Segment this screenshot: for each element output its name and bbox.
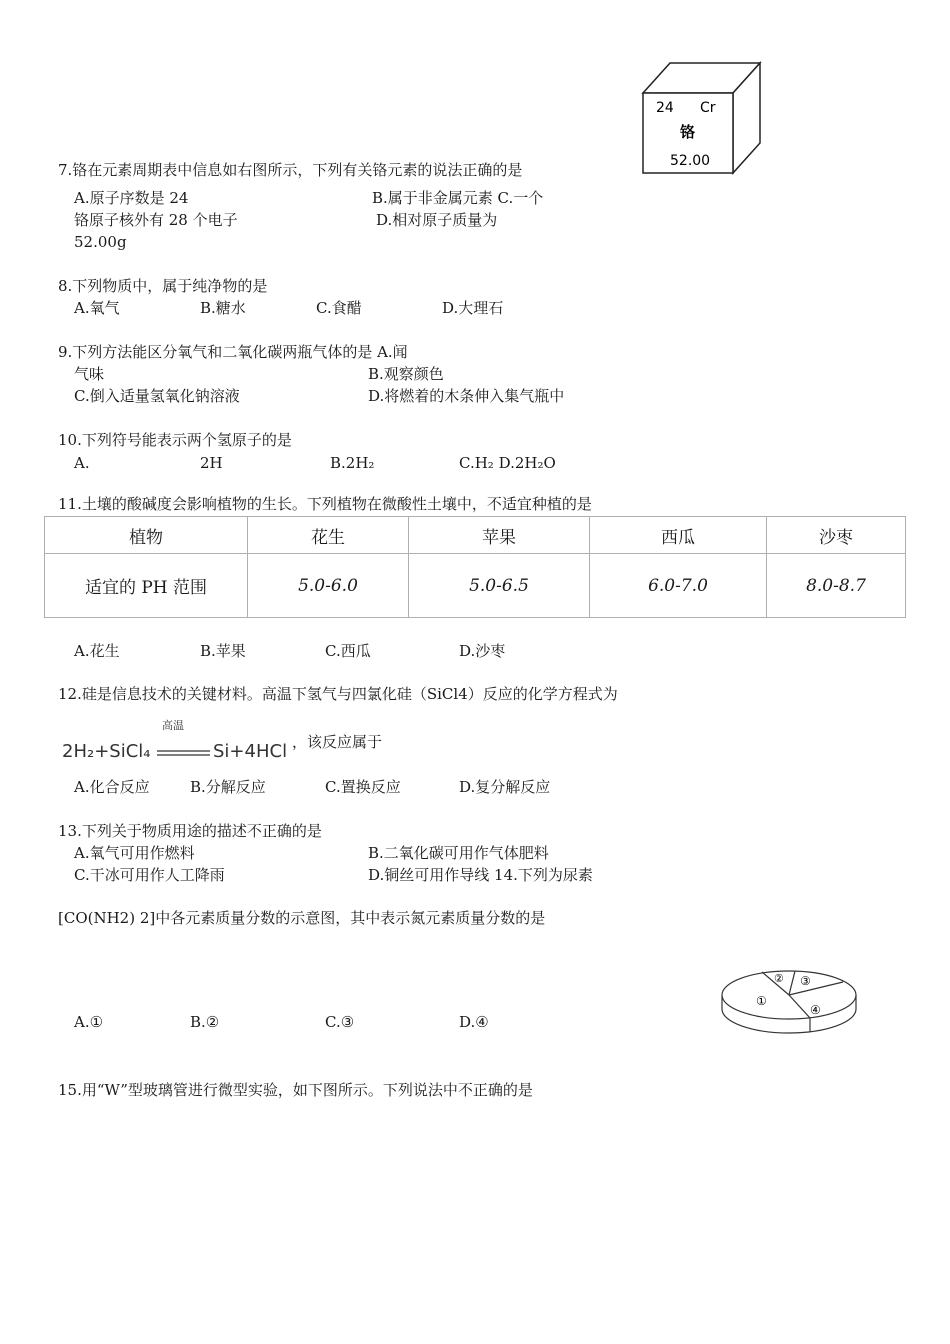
table-header-cell: 沙枣	[767, 517, 906, 554]
q11-option-a: A.花生	[74, 642, 120, 660]
urea-mass-fraction-pie	[718, 958, 860, 1042]
q7-option-d-cont: 52.00g	[74, 233, 127, 251]
q10-option-a: A.	[74, 454, 90, 472]
q13-option-b: B.二氧化碳可用作气体肥料	[368, 844, 549, 862]
atomic-mass: 52.00	[670, 153, 711, 169]
q13-option-a: A.氧气可用作燃料	[74, 844, 195, 862]
q9-option-b: B.观察颜色	[368, 365, 444, 383]
table-cell: 8.0-8.7	[767, 554, 906, 618]
q14-option-b: B.②	[190, 1013, 220, 1031]
q12-stem: 12.硅是信息技术的关键材料。高温下氢气与四氯化硅（SiCl4）反应的化学方程式为	[58, 685, 618, 703]
table-header-cell: 植物	[45, 517, 248, 554]
table-header-cell: 苹果	[409, 517, 590, 554]
pie-label-2: ②	[774, 972, 784, 985]
equation-condition: 高温	[162, 719, 184, 732]
q10-option-a-value: 2H	[200, 454, 223, 472]
table-cell: 6.0-7.0	[590, 554, 767, 618]
q12-option-b: B.分解反应	[190, 778, 266, 796]
q9-option-c: C.倒入适量氢氧化钠溶液	[74, 387, 240, 405]
q11-option-b: B.苹果	[200, 642, 246, 660]
q11-stem: 11.土壤的酸碱度会影响植物的生长。下列植物在微酸性土壤中，不适宜种植的是	[58, 495, 592, 513]
q14-option-a: A.①	[74, 1013, 104, 1031]
q13-option-c: C.干冰可用作人工降雨	[74, 866, 225, 884]
q8-option-d: D.大理石	[442, 299, 504, 317]
q9-option-a-cont: 气味	[74, 365, 105, 383]
q7-option-d: D.相对原子质量为	[376, 211, 498, 229]
table-header-cell: 西瓜	[590, 517, 767, 554]
atomic-number: 24	[656, 100, 674, 116]
q15-stem: 15.用“W”型玻璃管进行微型实验，如下图所示。下列说法中不正确的是	[58, 1081, 533, 1099]
chromium-element-box	[640, 60, 765, 175]
element-name: 铬	[680, 123, 696, 141]
q9-stem: 9.下列方法能区分氧气和二氧化碳两瓶气体的是 A.闻	[58, 343, 408, 361]
ph-range-table	[44, 516, 906, 618]
q13-stem: 13.下列关于物质用途的描述不正确的是	[58, 822, 322, 840]
table-row	[45, 554, 906, 618]
q12-stem-suffix: ，该反应属于	[292, 733, 383, 751]
q12-option-a: A.化合反应	[74, 778, 150, 796]
q14-stem: [CO(NH2) 2]中各元素质量分数的示意图，其中表示氮元素质量分数的是	[58, 909, 546, 927]
q10-option-b: B.2H₂	[330, 454, 375, 472]
q14-option-d: D.④	[459, 1013, 489, 1031]
q12-option-c: C.置换反应	[325, 778, 401, 796]
equation-products: Si+4HCl	[213, 741, 288, 762]
q11-option-c: C.西瓜	[325, 642, 371, 660]
table-cell: 5.0-6.5	[409, 554, 590, 618]
table-row-label: 适宜的 PH 范围	[45, 554, 248, 618]
q8-option-a: A.氧气	[74, 299, 120, 317]
q10-stem: 10.下列符号能表示两个氢原子的是	[58, 431, 292, 449]
q8-option-c: C.食醋	[316, 299, 362, 317]
table-header-cell: 花生	[248, 517, 409, 554]
element-symbol: Cr	[700, 100, 716, 116]
q14-option-c: C.③	[325, 1013, 355, 1031]
pie-label-4: ④	[810, 1003, 821, 1017]
table-cell: 5.0-6.0	[248, 554, 409, 618]
equation-reactants: 2H₂+SiCl₄	[62, 741, 151, 762]
q7-option-a: A.原子序数是 24	[74, 189, 189, 207]
q7-option-b: B.属于非金属元素 C.一个	[372, 189, 544, 207]
chemical-equation	[60, 716, 310, 766]
q10-option-cd: C.H₂ D.2H₂O	[459, 454, 556, 472]
q12-option-d: D.复分解反应	[459, 778, 551, 796]
q7-option-c-cont: 铬原子核外有 28 个电子	[74, 211, 238, 229]
q8-option-b: B.糖水	[200, 299, 246, 317]
pie-label-1: ①	[756, 994, 767, 1008]
q9-option-d: D.将燃着的木条伸入集气瓶中	[368, 387, 565, 405]
table-header-row	[45, 517, 906, 554]
q11-option-d: D.沙枣	[459, 642, 506, 660]
q7-stem: 7.铬在元素周期表中信息如右图所示，下列有关铬元素的说法正确的是	[58, 161, 523, 179]
q8-stem: 8.下列物质中，属于纯净物的是	[58, 277, 268, 295]
pie-label-3: ③	[800, 974, 811, 988]
q13-option-d: D.铜丝可用作导线 14.下列为尿素	[368, 866, 593, 884]
